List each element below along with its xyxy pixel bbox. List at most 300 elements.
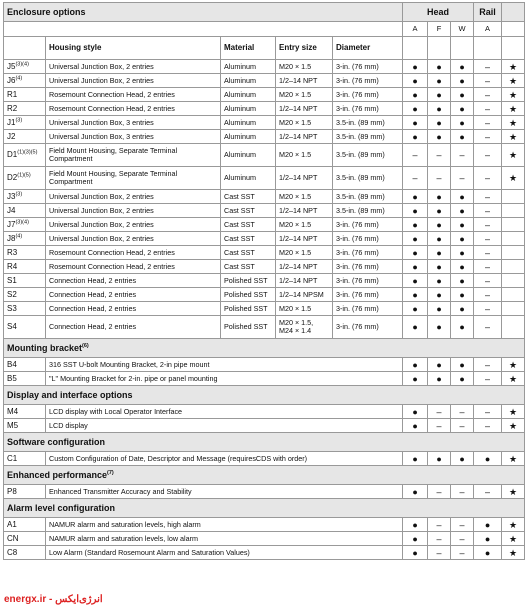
diameter: 3-in. (76 mm): [333, 102, 403, 116]
table-row: [4, 190, 525, 204]
head-w-mark: ●: [451, 260, 474, 274]
option-description: "L" Mounting Bracket for 2-in. pipe or panel mounting: [46, 372, 403, 386]
code-text: R4: [7, 261, 18, 271]
option-code: B4: [4, 358, 46, 372]
option-code: [4, 218, 46, 232]
table-row: [4, 246, 525, 260]
head-w-mark: ●: [451, 246, 474, 260]
table-row: [4, 419, 525, 433]
standard-star: ★: [502, 419, 525, 433]
head-a-mark: ●: [403, 419, 428, 433]
material: Aluminum: [221, 88, 276, 102]
head-w-mark: ●: [451, 130, 474, 144]
table-row: [4, 260, 525, 274]
footnote-ref: (3): [15, 116, 23, 123]
head-w-mark: ●: [451, 316, 474, 339]
head-f-mark: –: [428, 532, 451, 546]
rail-a-mark: –: [474, 274, 502, 288]
standard-star: ★: [502, 130, 525, 144]
table-row: [4, 546, 525, 560]
head-f-mark: –: [428, 485, 451, 499]
table-row: [4, 532, 525, 546]
rail-a-mark: –: [474, 88, 502, 102]
head-f-mark: ●: [428, 288, 451, 302]
option-code: [4, 316, 46, 339]
entry-size: M20 × 1.5: [276, 116, 333, 130]
diameter: 3-in. (76 mm): [333, 274, 403, 288]
rail-a-mark: –: [474, 246, 502, 260]
rail-a-mark: –: [474, 190, 502, 204]
diameter: 3-in. (76 mm): [333, 316, 403, 339]
head-a-mark: ●: [403, 372, 428, 386]
option-description: NAMUR alarm and saturation levels, low alarm: [46, 532, 403, 546]
rail-a-mark: –: [474, 74, 502, 88]
option-description: NAMUR alarm and saturation levels, high alarm: [46, 518, 403, 532]
material: Aluminum: [221, 144, 276, 167]
code-text: J6: [7, 75, 16, 85]
housing-style: Universal Junction Box, 2 entries: [46, 204, 221, 218]
head-a-mark: ●: [403, 302, 428, 316]
option-description: LCD display: [46, 419, 403, 433]
head-a-mark: ●: [403, 274, 428, 288]
rail-a-mark: –: [474, 372, 502, 386]
housing-style: Field Mount Housing, Separate Terminal Compartment: [46, 144, 221, 167]
footnote-ref: (6): [82, 343, 89, 349]
standard-star: [502, 302, 525, 316]
table-row: [4, 372, 525, 386]
code-text: D1: [7, 150, 18, 159]
head-header: Head: [403, 3, 474, 22]
entry-size: M20 × 1.5: [276, 144, 333, 167]
code-text: J7: [7, 219, 16, 229]
code-text: S3: [7, 303, 17, 313]
options-table: [3, 2, 525, 560]
diameter: 3.5-in. (89 mm): [333, 116, 403, 130]
standard-star: ★: [502, 116, 525, 130]
code-text: J4: [7, 205, 16, 215]
rail-a-mark: –: [474, 419, 502, 433]
housing-style: Connection Head, 2 entries: [46, 302, 221, 316]
head-w-mark: ●: [451, 190, 474, 204]
material: Aluminum: [221, 130, 276, 144]
table-row: [4, 204, 525, 218]
diameter: 3-in. (76 mm): [333, 88, 403, 102]
head-a-mark: ●: [403, 452, 428, 466]
entry-size: M20 × 1.5: [276, 88, 333, 102]
head-f-mark: ●: [428, 302, 451, 316]
section-title: [4, 339, 525, 358]
head-a-mark: –: [403, 144, 428, 167]
column-header-row: [4, 37, 525, 60]
table-row: [4, 102, 525, 116]
housing-style: Rosemount Connection Head, 2 entries: [46, 102, 221, 116]
head-a-mark: ●: [403, 232, 428, 246]
diameter: 3-in. (76 mm): [333, 260, 403, 274]
option-code: P8: [4, 485, 46, 499]
entry-size: 1/2–14 NPT: [276, 204, 333, 218]
table-row: [4, 316, 525, 339]
head-f-mark: ●: [428, 232, 451, 246]
material: Cast SST: [221, 190, 276, 204]
housing-style: Connection Head, 2 entries: [46, 288, 221, 302]
option-code: [4, 60, 46, 74]
rail-a-mark: –: [474, 316, 502, 339]
material: Cast SST: [221, 232, 276, 246]
letters-row: [4, 22, 525, 37]
code-text: S4: [7, 322, 17, 331]
head-f-mark: ●: [428, 204, 451, 218]
rail-header: Rail: [474, 3, 502, 22]
option-code: [4, 288, 46, 302]
section-title-text: Enhanced performance: [7, 470, 108, 480]
head-f-mark: ●: [428, 102, 451, 116]
housing-style: Universal Junction Box, 2 entries: [46, 60, 221, 74]
code-text: R1: [7, 89, 18, 99]
diameter-header: Diameter: [333, 37, 403, 60]
rail-a-mark: –: [474, 204, 502, 218]
standard-star: [502, 232, 525, 246]
head-a-mark: ●: [403, 130, 428, 144]
housing-style: Rosemount Connection Head, 2 entries: [46, 246, 221, 260]
option-code: [4, 302, 46, 316]
standard-star: ★: [502, 88, 525, 102]
table-row: [4, 74, 525, 88]
footnote-ref: (3)(4): [15, 218, 29, 225]
head-w-mark: –: [451, 167, 474, 190]
section-header-row: [4, 339, 525, 358]
table-row: [4, 358, 525, 372]
entry-size: 1/2–14 NPT: [276, 232, 333, 246]
material: Aluminum: [221, 102, 276, 116]
standard-star: ★: [502, 74, 525, 88]
standard-star: [502, 218, 525, 232]
rail-a-mark: –: [474, 405, 502, 419]
code-text: R2: [7, 103, 18, 113]
entry-size: 1/2–14 NPSM: [276, 288, 333, 302]
table-row: [4, 405, 525, 419]
entry-size: 1/2–14 NPT: [276, 260, 333, 274]
head-w-mark: –: [451, 546, 474, 560]
section-title: [4, 433, 525, 452]
head-f-mark: ●: [428, 274, 451, 288]
housing-style: Universal Junction Box, 3 entries: [46, 130, 221, 144]
material: Cast SST: [221, 246, 276, 260]
head-a-mark: ●: [403, 546, 428, 560]
rail-a-mark: ●: [474, 452, 502, 466]
head-a-mark: ●: [403, 532, 428, 546]
rail-a-mark: –: [474, 218, 502, 232]
head-a-mark: ●: [403, 116, 428, 130]
material: Polished SST: [221, 274, 276, 288]
diameter: 3-in. (76 mm): [333, 74, 403, 88]
watermark-site: energx.ir: [4, 594, 47, 605]
entry-size: 1/2–14 NPT: [276, 274, 333, 288]
rail-a-mark: –: [474, 167, 502, 190]
head-w-mark: ●: [451, 204, 474, 218]
option-description: Enhanced Transmitter Accuracy and Stability: [46, 485, 403, 499]
entry-size: M20 × 1.5, M24 × 1.4: [276, 316, 333, 339]
option-code: [4, 102, 46, 116]
footnote-ref: (4): [15, 232, 23, 239]
option-code: [4, 260, 46, 274]
head-f-mark: –: [428, 405, 451, 419]
option-code: B5: [4, 372, 46, 386]
footnote-ref: (7): [107, 470, 114, 476]
table-row: [4, 232, 525, 246]
standard-star: ★: [502, 405, 525, 419]
head-f-mark: ●: [428, 130, 451, 144]
head-f-mark: ●: [428, 260, 451, 274]
head-w-mark: –: [451, 405, 474, 419]
rail-a-mark: –: [474, 60, 502, 74]
head-f-mark: ●: [428, 74, 451, 88]
head-a-mark: ●: [403, 88, 428, 102]
entry-size: 1/2–14 NPT: [276, 102, 333, 116]
col-letter: A: [403, 22, 428, 37]
housing-style: Universal Junction Box, 2 entries: [46, 218, 221, 232]
diameter: 3.5-in. (89 mm): [333, 190, 403, 204]
option-code: [4, 190, 46, 204]
head-w-mark: –: [451, 419, 474, 433]
standard-star: ★: [502, 102, 525, 116]
standard-star: ★: [502, 518, 525, 532]
table-row: [4, 274, 525, 288]
head-w-mark: ●: [451, 116, 474, 130]
option-code: M5: [4, 419, 46, 433]
option-code: [4, 232, 46, 246]
footnote-ref: (1)(3)(5): [17, 149, 38, 156]
option-code: [4, 88, 46, 102]
head-a-mark: ●: [403, 190, 428, 204]
head-a-mark: ●: [403, 316, 428, 339]
head-f-mark: ●: [428, 218, 451, 232]
rail-a-mark: –: [474, 102, 502, 116]
table-row: [4, 288, 525, 302]
standard-star: ★: [502, 372, 525, 386]
head-w-mark: –: [451, 518, 474, 532]
rail-a-mark: –: [474, 358, 502, 372]
housing-style: Universal Junction Box, 2 entries: [46, 232, 221, 246]
rail-a-mark: ●: [474, 518, 502, 532]
table-row: [4, 116, 525, 130]
material: Aluminum: [221, 116, 276, 130]
option-description: Low Alarm (Standard Rosemount Alarm and Saturation Values): [46, 546, 403, 560]
standard-star: ★: [502, 60, 525, 74]
section-title-text: Mounting bracket: [7, 343, 83, 353]
option-code: [4, 116, 46, 130]
section-header-row: [4, 433, 525, 452]
head-a-mark: ●: [403, 405, 428, 419]
diameter: 3-in. (76 mm): [333, 60, 403, 74]
head-f-mark: –: [428, 518, 451, 532]
entry-size: 1/2–14 NPT: [276, 130, 333, 144]
standard-star: [502, 204, 525, 218]
section-title: [4, 466, 525, 485]
material: Cast SST: [221, 218, 276, 232]
housing-style: Connection Head, 2 entries: [46, 274, 221, 288]
head-a-mark: ●: [403, 218, 428, 232]
rail-a-mark: –: [474, 302, 502, 316]
head-w-mark: ●: [451, 358, 474, 372]
standard-star: [502, 190, 525, 204]
rail-a-mark: –: [474, 144, 502, 167]
housing-style: Rosemount Connection Head, 2 entries: [46, 88, 221, 102]
col-letter: A: [474, 22, 502, 37]
housing-header: Housing style: [46, 37, 221, 60]
entry-size: 1/2–14 NPT: [276, 167, 333, 190]
standard-star: ★: [502, 532, 525, 546]
option-code: M4: [4, 405, 46, 419]
rail-a-mark: ●: [474, 532, 502, 546]
table-row: [4, 302, 525, 316]
watermark-persian: انرژی‌ایکس: [55, 594, 103, 605]
option-code: [4, 74, 46, 88]
entry-header: Entry size: [276, 37, 333, 60]
head-a-mark: ●: [403, 518, 428, 532]
standard-star: ★: [502, 358, 525, 372]
standard-star: [502, 246, 525, 260]
col-letter: W: [451, 22, 474, 37]
section-header-row: [4, 386, 525, 405]
code-text: J3: [7, 191, 16, 201]
rail-a-mark: –: [474, 485, 502, 499]
option-code: [4, 204, 46, 218]
material: Cast SST: [221, 260, 276, 274]
head-w-mark: –: [451, 144, 474, 167]
footnote-ref: (1)(5): [17, 172, 31, 179]
head-a-mark: ●: [403, 288, 428, 302]
code-text: S2: [7, 289, 17, 299]
head-f-mark: –: [428, 167, 451, 190]
diameter: 3-in. (76 mm): [333, 218, 403, 232]
standard-star: ★: [502, 546, 525, 560]
footnote-ref: (3)(4): [15, 60, 29, 67]
option-code: CN: [4, 532, 46, 546]
entry-size: 1/2–14 NPT: [276, 74, 333, 88]
code-text: J2: [7, 131, 16, 141]
table-row: [4, 485, 525, 499]
entry-size: M20 × 1.5: [276, 218, 333, 232]
option-code: C1: [4, 452, 46, 466]
section-title-text: Alarm level configuration: [7, 503, 116, 513]
head-f-mark: –: [428, 546, 451, 560]
table-row: [4, 167, 525, 190]
head-f-mark: –: [428, 419, 451, 433]
housing-style: Universal Junction Box, 3 entries: [46, 116, 221, 130]
section-title: [4, 499, 525, 518]
option-code: [4, 274, 46, 288]
standard-star: [502, 260, 525, 274]
rail-a-mark: –: [474, 130, 502, 144]
code-text: J5: [7, 61, 16, 71]
standard-star: ★: [502, 167, 525, 190]
head-a-mark: –: [403, 167, 428, 190]
head-w-mark: ●: [451, 452, 474, 466]
material: Aluminum: [221, 60, 276, 74]
watermark: energx.ir - انرژی‌ایکس: [4, 594, 103, 605]
standard-star: [502, 288, 525, 302]
head-w-mark: –: [451, 532, 474, 546]
head-a-mark: ●: [403, 74, 428, 88]
standard-star: ★: [502, 485, 525, 499]
head-w-mark: ●: [451, 288, 474, 302]
head-f-mark: –: [428, 144, 451, 167]
head-w-mark: –: [451, 485, 474, 499]
housing-style: Universal Junction Box, 2 entries: [46, 190, 221, 204]
material: Polished SST: [221, 316, 276, 339]
head-w-mark: ●: [451, 302, 474, 316]
diameter: 3-in. (76 mm): [333, 246, 403, 260]
table-row: [4, 60, 525, 74]
footnote-ref: (3): [15, 190, 23, 197]
standard-star: ★: [502, 452, 525, 466]
housing-style: Connection Head, 2 entries: [46, 316, 221, 339]
head-a-mark: ●: [403, 204, 428, 218]
diameter: 3.5-in. (89 mm): [333, 167, 403, 190]
diameter: 3-in. (76 mm): [333, 302, 403, 316]
code-text: R3: [7, 247, 18, 257]
head-f-mark: ●: [428, 116, 451, 130]
option-description: Custom Configuration of Date, Descriptor and Message (requiresCDS with order): [46, 452, 403, 466]
option-code: C8: [4, 546, 46, 560]
diameter: 3.5-in. (89 mm): [333, 130, 403, 144]
material: Polished SST: [221, 302, 276, 316]
rail-a-mark: –: [474, 116, 502, 130]
option-code: A1: [4, 518, 46, 532]
code-text: J1: [7, 117, 16, 127]
head-f-mark: ●: [428, 358, 451, 372]
head-a-mark: ●: [403, 485, 428, 499]
diameter: 3.5-in. (89 mm): [333, 144, 403, 167]
rail-a-mark: –: [474, 288, 502, 302]
section-header-row: [4, 499, 525, 518]
footnote-ref: (4): [15, 74, 23, 81]
table-row: [4, 130, 525, 144]
table-row: [4, 518, 525, 532]
head-f-mark: ●: [428, 372, 451, 386]
section-title-text: Display and interface options: [7, 390, 133, 400]
head-w-mark: ●: [451, 218, 474, 232]
head-f-mark: ●: [428, 88, 451, 102]
diameter: 3.5-in. (89 mm): [333, 204, 403, 218]
head-w-mark: ●: [451, 232, 474, 246]
rail-a-mark: –: [474, 232, 502, 246]
enclosure-header-row: [4, 3, 525, 22]
section-header-row: [4, 466, 525, 485]
head-a-mark: ●: [403, 60, 428, 74]
head-w-mark: ●: [451, 274, 474, 288]
head-w-mark: ●: [451, 102, 474, 116]
diameter: 3-in. (76 mm): [333, 232, 403, 246]
option-code: [4, 130, 46, 144]
head-f-mark: ●: [428, 452, 451, 466]
section-title-text: Software configuration: [7, 437, 106, 447]
section-title: [4, 386, 525, 405]
head-a-mark: ●: [403, 358, 428, 372]
head-f-mark: ●: [428, 246, 451, 260]
option-code: [4, 167, 46, 190]
head-a-mark: ●: [403, 260, 428, 274]
material: Cast SST: [221, 204, 276, 218]
code-text: S1: [7, 275, 17, 285]
rail-a-mark: –: [474, 260, 502, 274]
entry-size: M20 × 1.5: [276, 246, 333, 260]
head-w-mark: ●: [451, 74, 474, 88]
table-row: [4, 144, 525, 167]
housing-style: Rosemount Connection Head, 2 entries: [46, 260, 221, 274]
material-header: Material: [221, 37, 276, 60]
code-text: D2: [7, 173, 18, 182]
